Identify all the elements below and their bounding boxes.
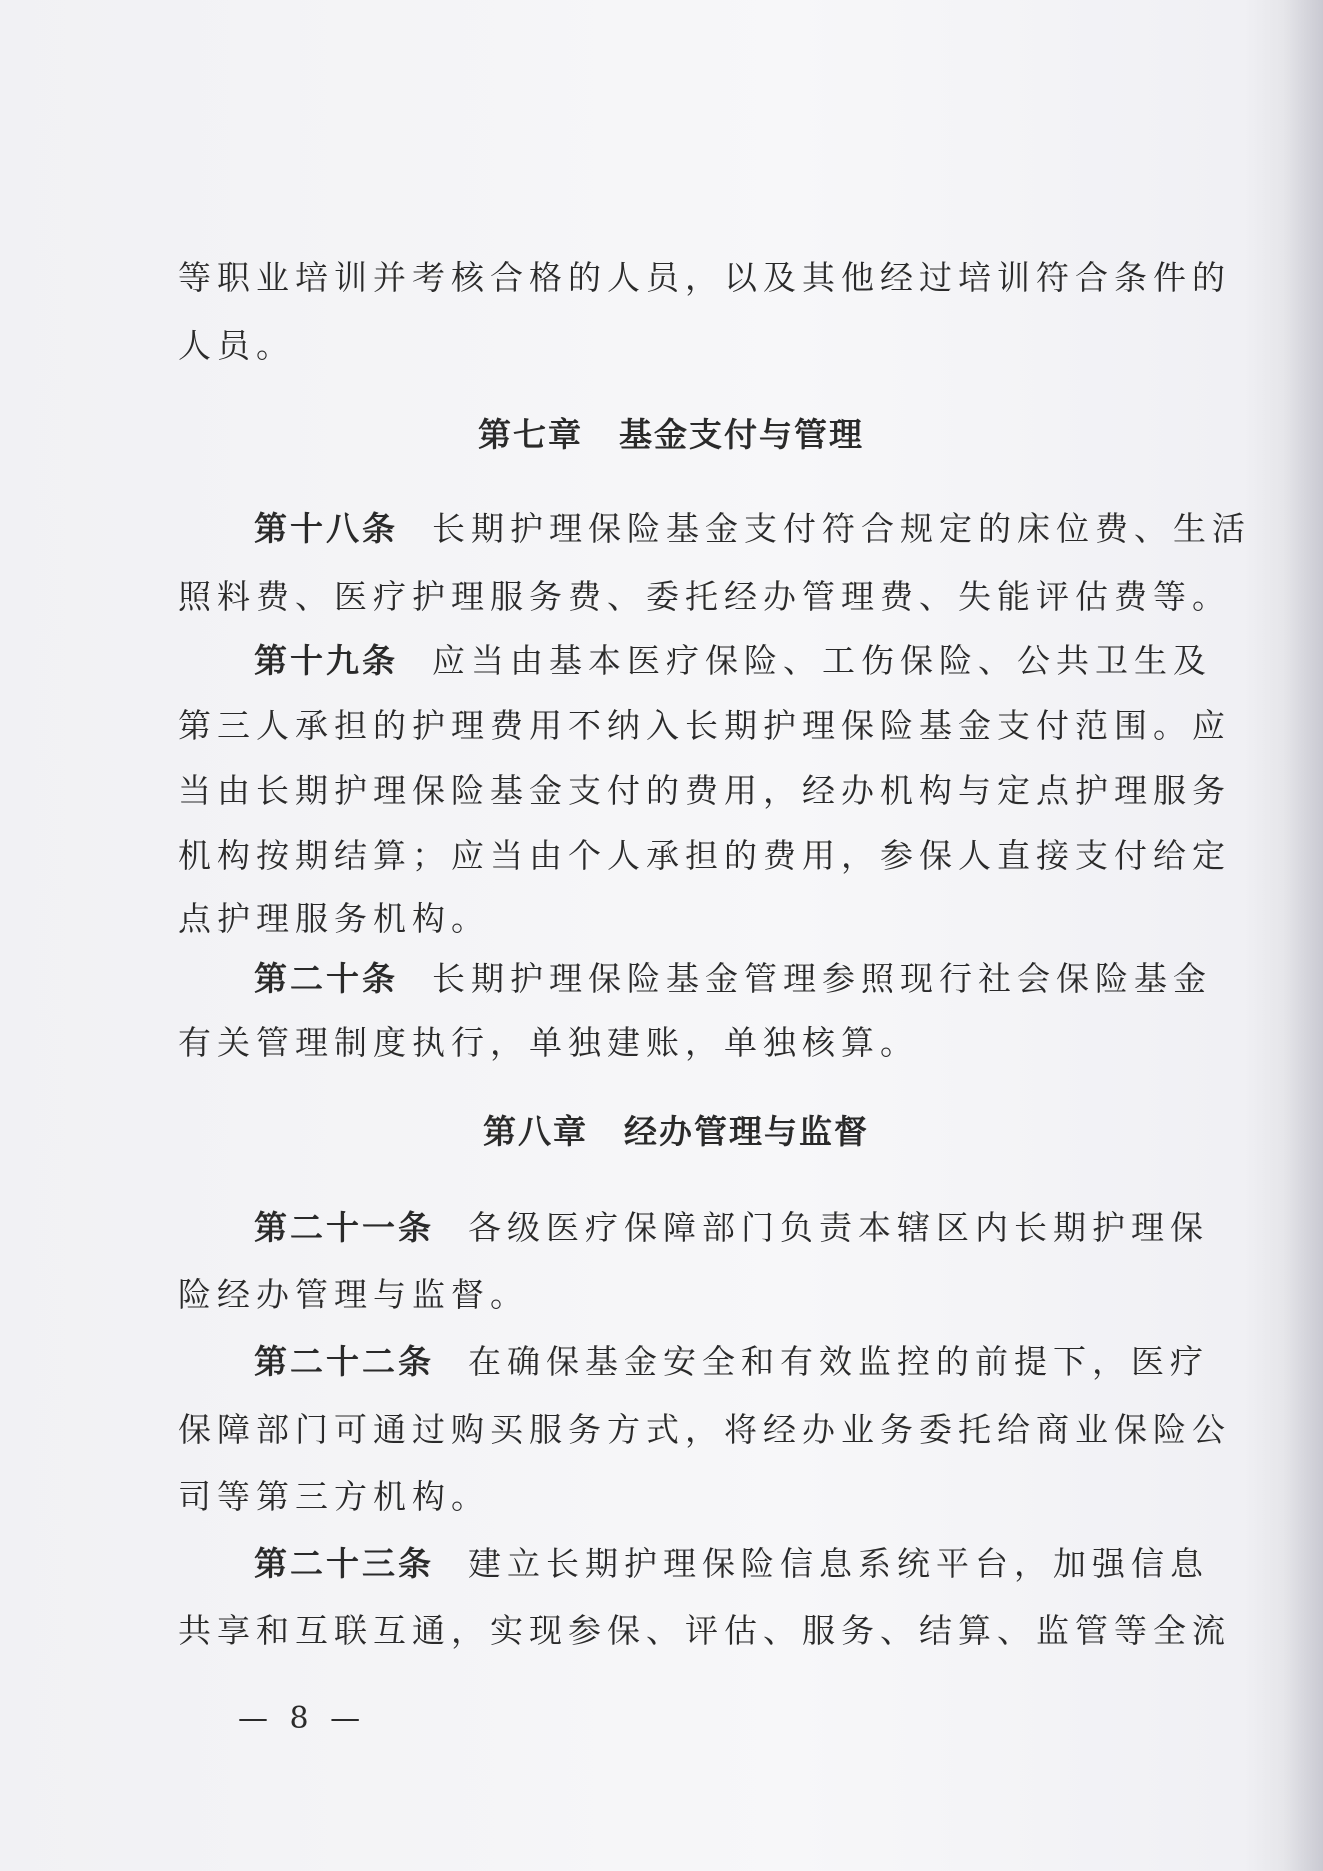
article-text: 长期护理保险基金管理参照现行社会保险基金 [432, 959, 1212, 998]
paragraph-line: 司等第三方机构。 [178, 1477, 490, 1516]
paragraph-line: 点护理服务机构。 [178, 899, 490, 938]
paragraph-line: 人员。 [178, 326, 295, 365]
page-number: — 8 — [238, 1701, 367, 1736]
paragraph-line: 险经办管理与监督。 [178, 1275, 529, 1314]
paragraph-line: 保障部门可通过购买服务方式，将经办业务委托给商业保险公 [178, 1410, 1231, 1449]
article-text: 长期护理保险基金支付符合规定的床位费、生活 [432, 509, 1251, 548]
paragraph-line: 共享和互联互通，实现参保、评估、服务、结算、监管等全流 [178, 1611, 1231, 1650]
article-text: 建立长期护理保险信息系统平台，加强信息 [468, 1544, 1209, 1583]
article-line [254, 641, 1212, 681]
article-line [254, 1208, 1209, 1248]
article-number: 第二十三条 [254, 1544, 434, 1583]
article-text: 在确保基金安全和有效监控的前提下，医疗 [468, 1342, 1209, 1381]
paragraph-line: 等职业培训并考核合格的人员，以及其他经过培训符合条件的 [178, 258, 1231, 297]
article-number: 第二十一条 [254, 1208, 434, 1247]
article-number: 第十八条 [254, 509, 398, 548]
chapter-title: 基金支付与管理 [619, 415, 864, 454]
paragraph-line: 机构按期结算；应当由个人承担的费用，参保人直接支付给定 [178, 836, 1231, 875]
article-text: 各级医疗保障部门负责本辖区内长期护理保 [468, 1208, 1209, 1247]
chapter-title: 经办管理与监督 [624, 1112, 869, 1151]
paragraph-line: 照料费、医疗护理服务费、委托经办管理费、失能评估费等。 [178, 577, 1231, 616]
article-line [254, 1544, 1209, 1584]
article-number: 第二十二条 [254, 1342, 434, 1381]
chapter-number: 第七章 [478, 415, 583, 454]
paragraph-line: 有关管理制度执行，单独建账，单独核算。 [178, 1023, 919, 1062]
article-line [254, 959, 1212, 999]
article-text: 应当由基本医疗保险、工伤保险、公共卫生及 [432, 641, 1212, 680]
article-number: 第二十条 [254, 959, 398, 998]
paragraph-line: 当由长期护理保险基金支付的费用，经办机构与定点护理服务 [178, 771, 1231, 810]
article-line [254, 1342, 1209, 1382]
article-number: 第十九条 [254, 641, 398, 680]
article-line [254, 509, 1251, 549]
page-edge-shadow [1283, 0, 1323, 1871]
paragraph-line: 第三人承担的护理费用不纳入长期护理保险基金支付范围。应 [178, 706, 1231, 745]
chapter-heading [478, 415, 864, 455]
chapter-number: 第八章 [483, 1112, 588, 1151]
chapter-heading [483, 1112, 869, 1152]
